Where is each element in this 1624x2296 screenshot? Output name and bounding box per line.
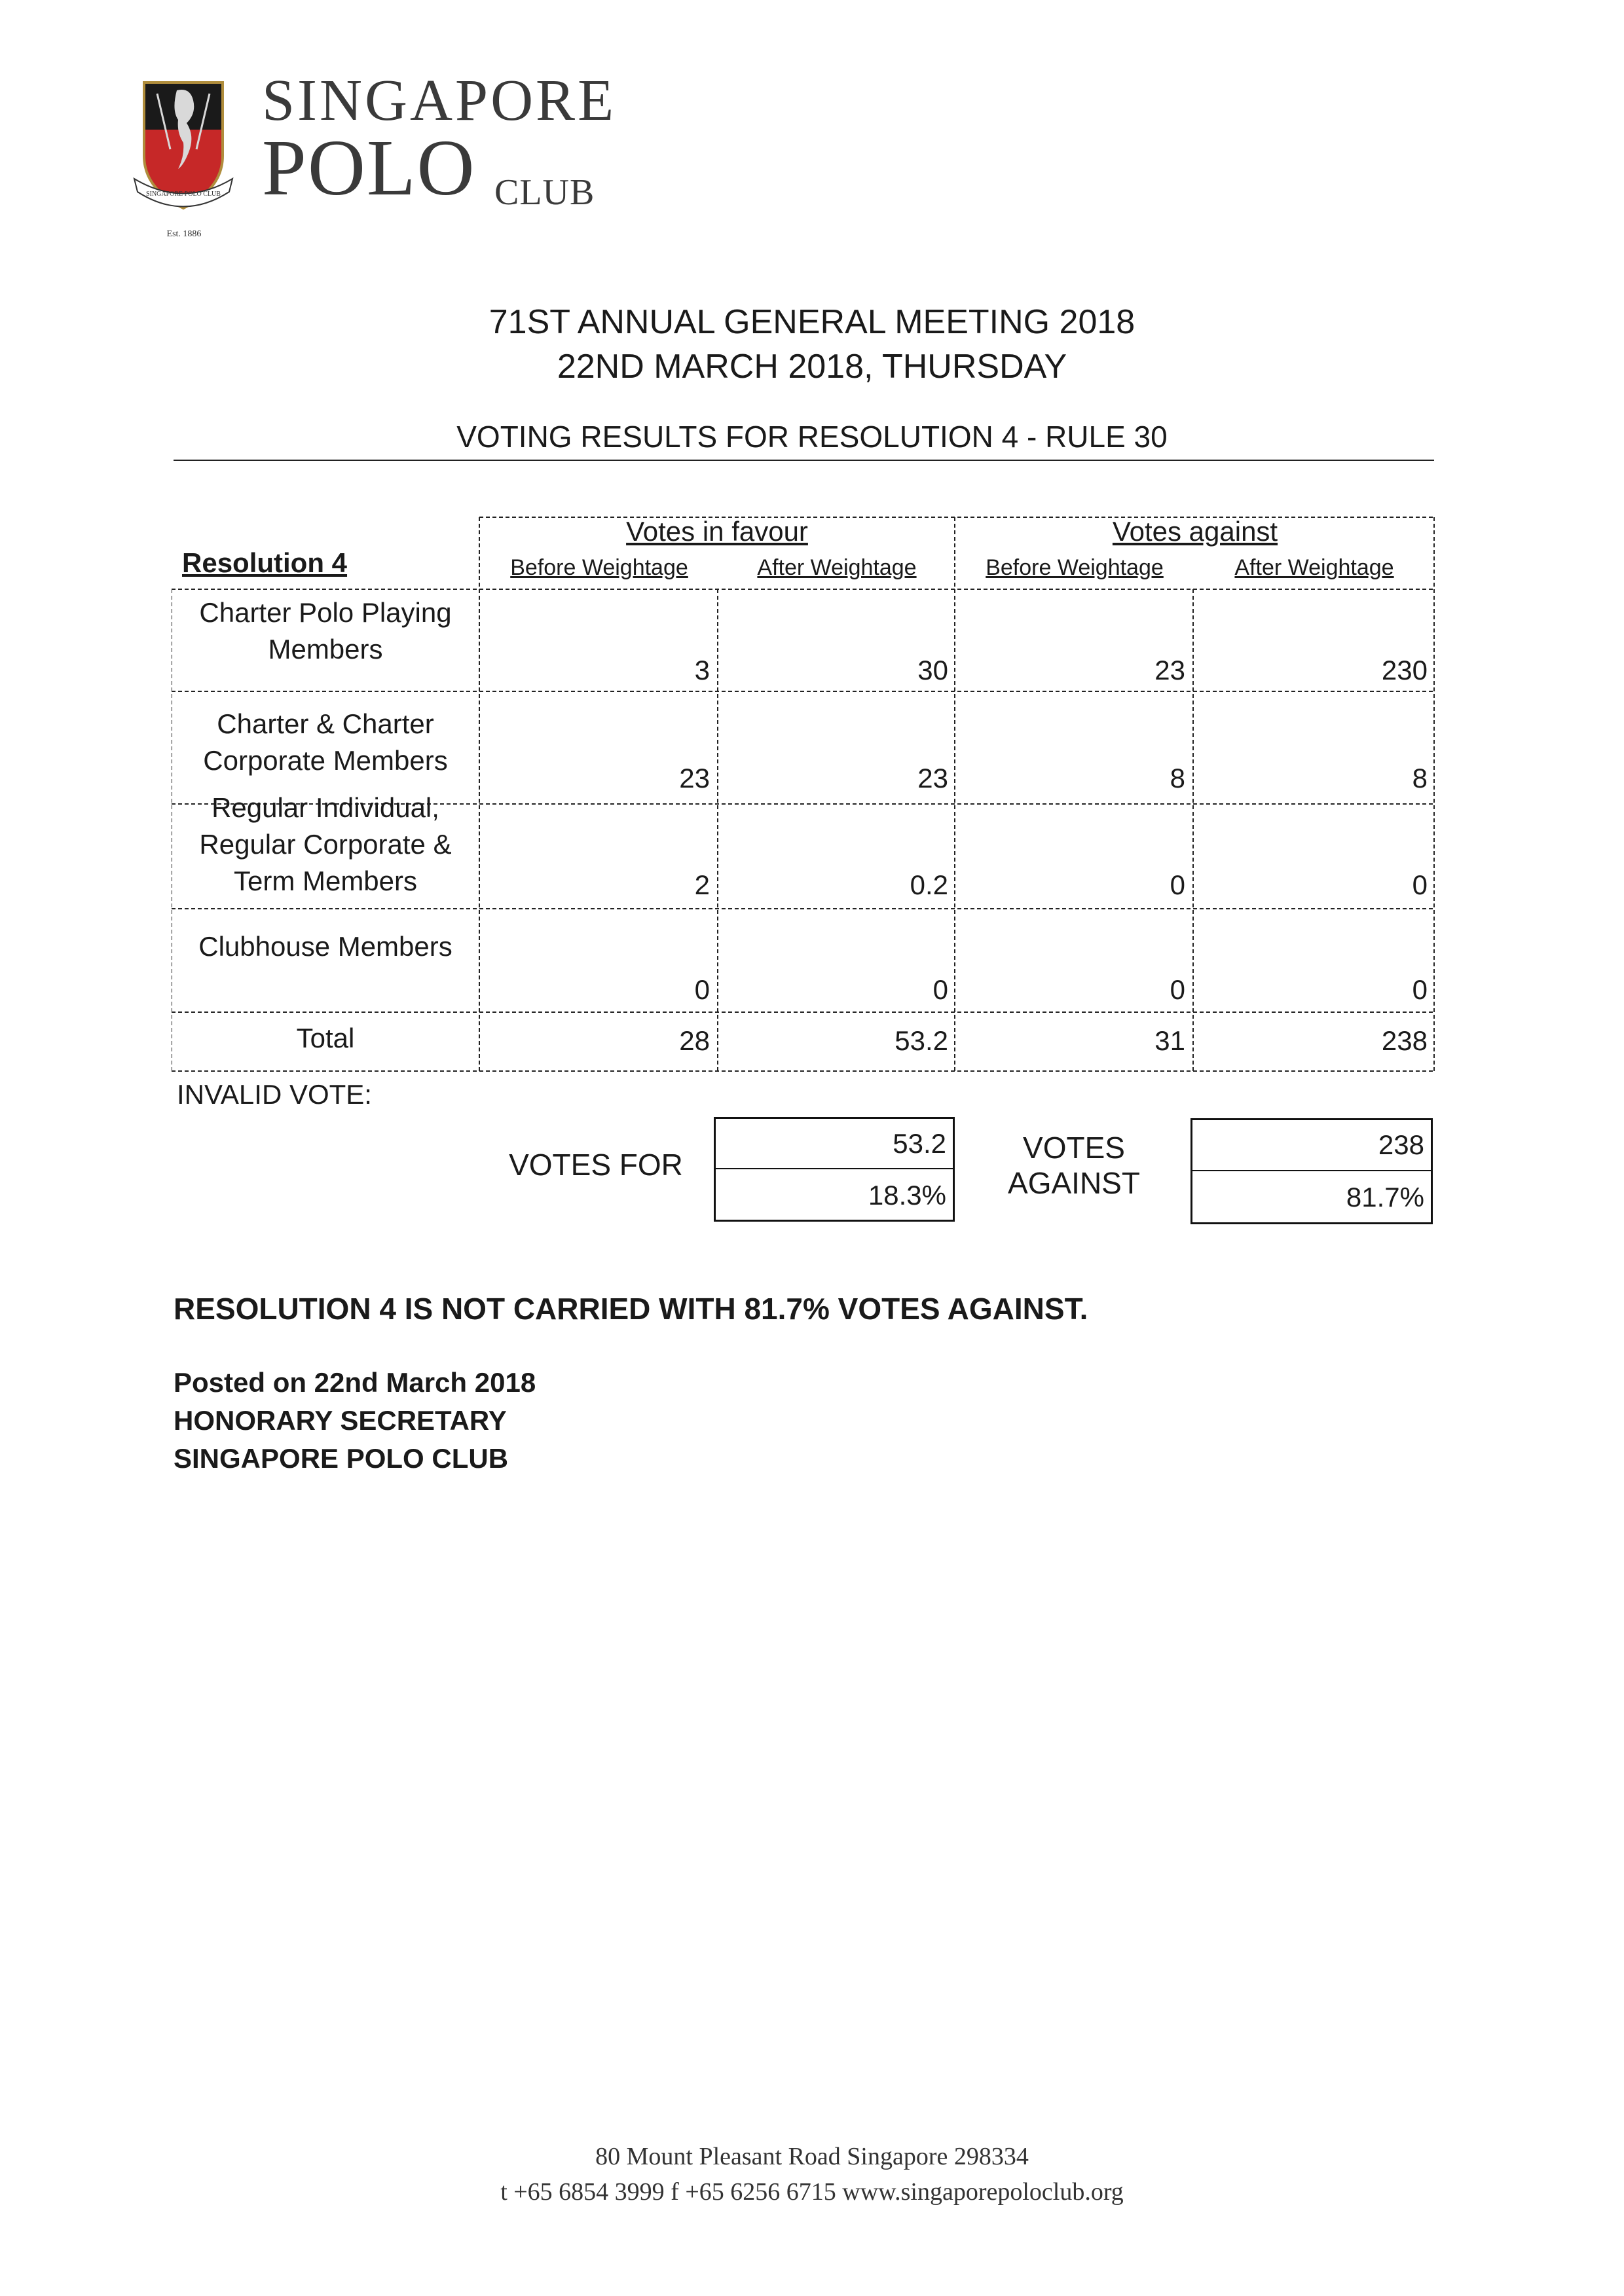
org-name-line1: SINGAPORE [262,68,617,133]
table-cell: 0 [1412,974,1428,1005]
row-label-line: Corporate Members [203,745,448,776]
table-cell: 8 [1170,763,1185,793]
table-cell: 23 [917,763,948,793]
crest-established: Est. 1886 [166,229,202,239]
club-crest-logo [131,77,236,228]
table-cell: 0 [694,974,710,1005]
total-cell: 31 [1154,1025,1185,1056]
invalid-vote-label: INVALID VOTE: [177,1079,372,1110]
table-cell: 0 [932,974,948,1005]
total-cell: 238 [1381,1025,1428,1056]
footer-address: 80 Mount Pleasant Road Singapore 298334 [595,2143,1029,2170]
votes-for-box [714,1117,955,1222]
org-name-line2: POLO [262,124,476,212]
row-label-line: Regular Individual, [212,792,439,823]
table-cell: 3 [694,655,710,685]
votes-against-label-line2: AGAINST [1008,1166,1140,1200]
row-label-regular-term [172,790,479,900]
row-label-line: Clubhouse Members [198,931,452,962]
voting-results-table [172,516,1435,1072]
header-votes-against: Votes against [1112,516,1278,547]
row-label-line: Charter Polo Playing [199,597,452,628]
table-cell: 0 [1170,974,1185,1005]
signatory-title: HONORARY SECRETARY [174,1405,507,1436]
meeting-date: 22ND MARCH 2018, THURSDAY [557,348,1067,386]
total-cell: 53.2 [895,1025,948,1056]
voting-results-heading: VOTING RESULTS FOR RESOLUTION 4 - RULE 30 [456,420,1168,454]
votes-against-label [982,1130,1166,1201]
header-votes-in-favour: Votes in favour [626,516,808,547]
row-label-line: Members [268,634,383,665]
total-label: Total [296,1023,355,1053]
subheader-against-after: After Weightage [1234,555,1394,580]
table-cell: 0 [1170,869,1185,900]
row-label-line: Regular Corporate & [199,829,452,860]
resolution-conclusion: RESOLUTION 4 IS NOT CARRIED WITH 81.7% VOTES AGAINST. [174,1292,1088,1326]
resolution-row-header: Resolution 4 [182,547,348,578]
signatory-org: SINGAPORE POLO CLUB [174,1443,509,1474]
votes-for-label: VOTES FOR [509,1148,683,1182]
votes-against-box [1190,1118,1433,1224]
title-divider [174,460,1434,461]
posted-date: Posted on 22nd March 2018 [174,1367,536,1398]
row-label-clubhouse [172,928,479,965]
table-cell: 30 [917,655,948,685]
org-name-line3: CLUB [494,172,595,213]
table-cell: 0.2 [910,869,948,900]
table-cell: 0 [1412,869,1428,900]
total-cell: 28 [679,1025,710,1056]
table-cell: 23 [1154,655,1185,685]
votes-against-percent: 81.7% [1346,1182,1424,1212]
votes-for-percent: 18.3% [868,1180,946,1211]
table-cell: 230 [1381,655,1428,685]
crest-ribbon-text: SINGAPORE POLO CLUB [146,191,221,198]
table-cell: 2 [694,869,710,900]
row-label-line: Charter & Charter [217,708,434,739]
row-label-line: Term Members [233,866,418,896]
votes-against-value: 238 [1192,1120,1431,1171]
subheader-favour-after: After Weightage [757,555,917,580]
subheader-against-before: Before Weightage [986,555,1164,580]
table-cell: 8 [1412,763,1428,793]
votes-against-label-line1: VOTES [1023,1131,1125,1165]
subheader-favour-before: Before Weightage [510,555,688,580]
table-cell: 23 [679,763,710,793]
row-label-charter-corporate [172,706,479,779]
row-label-charter-polo-playing [172,594,479,668]
footer-contact: t +65 6854 3999 f +65 6256 6715 www.singaporepoloclub.org [500,2178,1124,2206]
meeting-title: 71ST ANNUAL GENERAL MEETING 2018 [489,303,1135,341]
votes-for-value: 53.2 [716,1119,953,1169]
